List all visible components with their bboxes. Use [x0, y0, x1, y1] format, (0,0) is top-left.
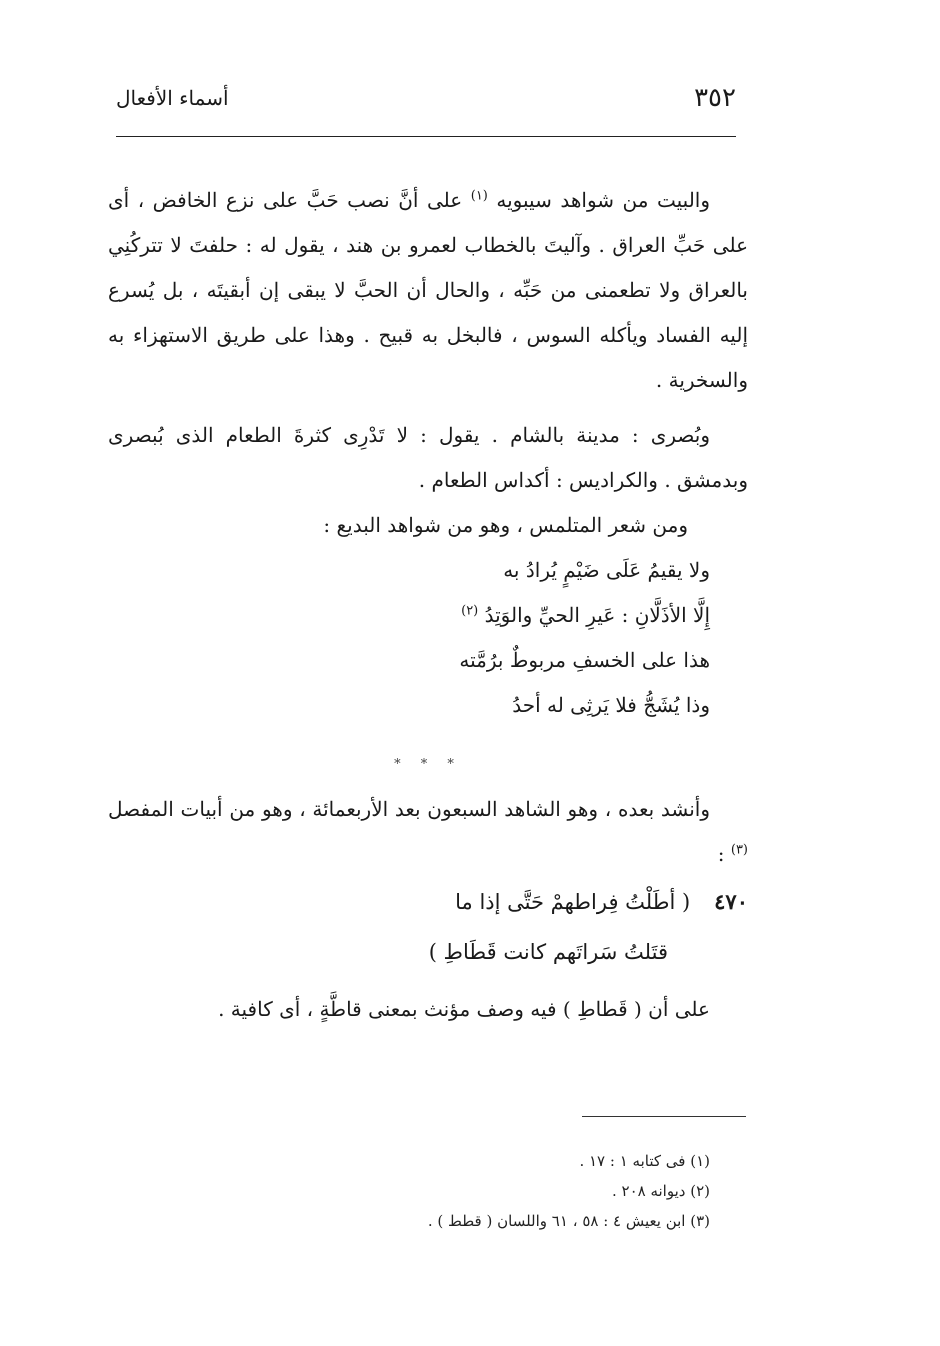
- header-rule: [116, 136, 736, 137]
- footnotes: [200, 1146, 710, 1236]
- paragraph-qatati: على أن ( قَطاطِ ) فيه وصف مؤنث بمعنى قاطَّةٍ ، أى كافية .: [218, 997, 710, 1021]
- section-separator: * * *: [394, 757, 462, 772]
- footnote-ref-1: (١): [470, 188, 488, 204]
- paragraph-text: على أنَّ نصب حَبَّ على نزع الخافض ، أى على حَبِّ العراق . وآليتَ بالخطاب لعمرو بن هند ، يقول له : حلفتَ لا تتركُنِي بالعراق ولا تطعمنى من حَبِّه ، والحال أن الحبَّ لا يبقى إن أبقيتَه ، بل يُسرع إليه الفساد ويأكله السوس ، فالبخل به قبيح . وهذا على طريق الاستهزاء به والسخرية .: [108, 188, 748, 392]
- page-number: ٣٥٢: [694, 83, 736, 113]
- footnote-rule: [582, 1116, 746, 1117]
- verse-line-2: [108, 593, 748, 638]
- shahid-text: ( أطَلْتُ فِراطهمْ حَتَّى إذا ما: [455, 890, 691, 914]
- shahid-number: ٤٧٠: [714, 889, 748, 914]
- running-title: أسماء الأفعال: [116, 86, 229, 110]
- verse-text: إِلَّا الأذَلَّانِ : عَيرِ الحيِّ والوَتِدُ: [484, 603, 710, 627]
- verse-line-4: وذا يُشَجُّ فلا يَرثِى له أحدُ: [512, 693, 710, 717]
- paragraph-text: وأنشد بعده ، وهو الشاهد السبعون بعد الأربعمائة ، وهو من أبيات المفصل: [108, 797, 710, 821]
- footnote-1: (١) فى كتابه ١ : ١٧ .: [579, 1152, 710, 1170]
- shahid-line-1: [108, 877, 748, 927]
- paragraph-text: والبيت من شواهد سيبويه: [496, 188, 711, 212]
- paragraph-shahid-intro: [108, 787, 748, 877]
- verse-line-1: ولا يقيمُ عَلَى ضَيْمٍ يُرادُ به: [503, 558, 710, 582]
- paragraph-commentary: [108, 178, 748, 403]
- paragraph-busra: وبُصرى : مدينة بالشام . يقول : لا تَدْرِى كثرةَ الطعام الذى بُبصرى وبدمشق . والكراديس : أكداس الطعام .: [108, 423, 748, 492]
- footnote-2: (٢) ديوانه ٢٠٨ .: [611, 1182, 710, 1200]
- shahid-line-2: قتَلتُ سَراتَهم كانت قَطَاطِ ): [428, 940, 668, 964]
- page-header: [116, 78, 736, 118]
- paragraph-text: :: [717, 842, 725, 866]
- verse-line-3: هذا على الخسفِ مربوطٌ برُمَّته: [459, 648, 710, 672]
- footnote-3: (٣) ابن يعيش ٤ : ٥٨ ، ٦١ واللسان ( قطط ) .: [427, 1212, 710, 1230]
- main-text: [108, 178, 748, 1032]
- footnote-ref-2: (٢): [461, 603, 479, 619]
- paragraph-intro-verse: ومن شعر المتلمس ، وهو من شواهد البديع :: [323, 513, 688, 537]
- footnote-ref-3: (٣): [730, 842, 748, 858]
